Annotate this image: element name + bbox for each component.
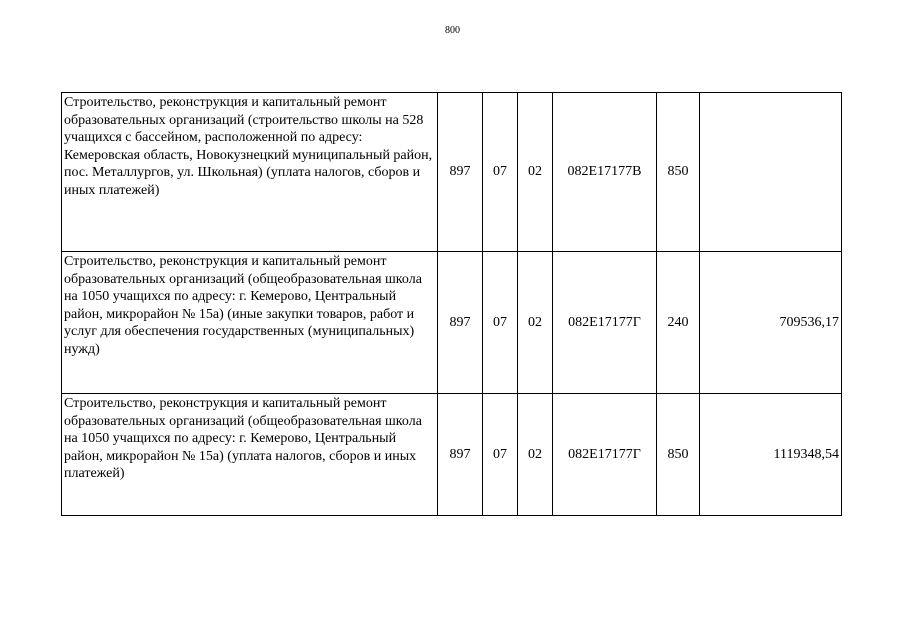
row-description: Строительство, реконструкция и капитальный ремонт образовательных организаций (строительство школы на 528 учащихся с бассейном, расположенной по адресу: Кемеровская область, Новокузнецкий муниципальный район, пос. Металлургов, ул. Школьная) (уплата налогов, сборов и иных платежей) <box>62 93 438 252</box>
target-article-code: 082E17177Г <box>553 252 657 394</box>
table-row <box>62 93 842 252</box>
ministry-code: 897 <box>438 93 483 252</box>
table-row <box>62 252 842 394</box>
amount-value: 709536,17 <box>700 252 842 394</box>
expense-type-code: 240 <box>657 252 700 394</box>
expense-type-code: 850 <box>657 93 700 252</box>
target-article-code: 082E17177В <box>553 93 657 252</box>
ministry-code: 897 <box>438 394 483 516</box>
section-code: 07 <box>483 252 518 394</box>
subsection-code: 02 <box>518 93 553 252</box>
target-article-code: 082E17177Г <box>553 394 657 516</box>
ministry-code: 897 <box>438 252 483 394</box>
budget-table <box>61 92 842 516</box>
subsection-code: 02 <box>518 252 553 394</box>
section-code: 07 <box>483 93 518 252</box>
page-number: 800 <box>445 25 460 36</box>
amount-value <box>700 93 842 252</box>
subsection-code: 02 <box>518 394 553 516</box>
expense-type-code: 850 <box>657 394 700 516</box>
section-code: 07 <box>483 394 518 516</box>
amount-value: 1119348,54 <box>700 394 842 516</box>
row-description: Строительство, реконструкция и капитальный ремонт образовательных организаций (общеобразовательная школа на 1050 учащихся по адресу: г. Кемерово, Центральный район, микрорайон № 15а) (уплата налогов, сборов и иных платежей) <box>62 394 438 516</box>
table-row <box>62 394 842 516</box>
row-description: Строительство, реконструкция и капитальный ремонт образовательных организаций (общеобразовательная школа на 1050 учащихся по адресу: г. Кемерово, Центральный район, микрорайон № 15а) (иные закупки товаров, работ и услуг для обеспечения государственных (муниципальных) нужд) <box>62 252 438 394</box>
